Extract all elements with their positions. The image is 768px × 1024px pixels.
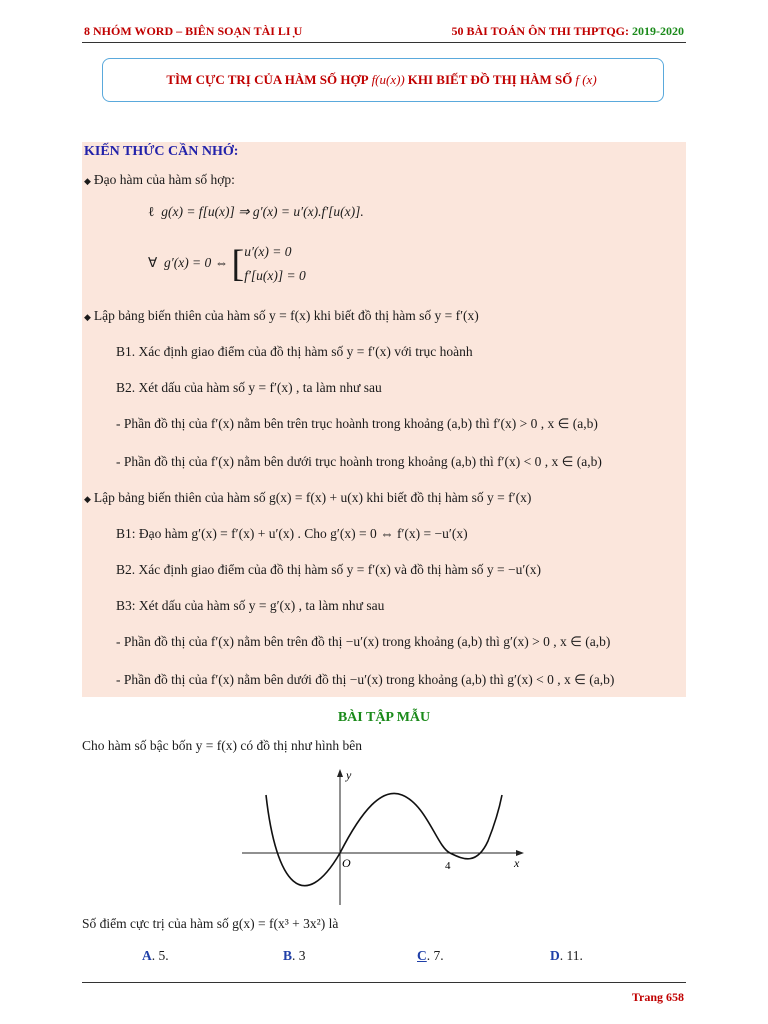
mark-l3: ∀	[148, 255, 158, 271]
knowledge-box	[82, 142, 686, 697]
knowledge-line-5: B1. Xác định giao điểm của đồ thị hàm số y = f′(x) với trục hoành	[116, 344, 473, 359]
equation-system	[244, 240, 306, 288]
answer-a[interactable]: A. 5.	[142, 948, 169, 963]
knowledge-line-11: B2. Xác định giao điểm của đồ thị hàm số y = f′(x) và đồ thị hàm số y = −u′(x)	[116, 562, 542, 577]
title-part1: TÌM CỰC TRỊ CỦA HÀM SỐ HỢP	[166, 72, 369, 87]
knowledge-l9-text: Lập bảng biến thiên của hàm số g(x) = f(x) + u(x) khi biết đồ thị hàm số y = f′(x)	[93, 490, 532, 505]
answer-c[interactable]: C. 7.	[417, 948, 444, 963]
quartic-curve	[266, 793, 502, 885]
knowledge-line-13: - Phần đồ thị của f′(x) nằm bên trên đồ thị −u′(x) trong khoảng (a,b) thì g′(x) > 0 , x ∈ (a,b)	[116, 634, 611, 649]
function-graph	[242, 765, 532, 905]
header-year: 2019-2020	[632, 24, 684, 38]
knowledge-line-9	[84, 490, 531, 506]
header-divider	[82, 42, 686, 43]
graph-label-origin: O	[342, 856, 351, 870]
knowledge-line-1	[84, 172, 235, 188]
bracket-icon: [	[231, 243, 245, 285]
knowledge-line-6: B2. Xét dấu của hàm số y = f′(x) , ta làm như sau	[116, 380, 382, 395]
answer-b-text: 3	[298, 948, 306, 963]
knowledge-line-7: - Phần đồ thị của f′(x) nằm bên trên trục hoành trong khoảng (a,b) thì f′(x) > 0 , x ∈ (a,b)	[116, 416, 598, 431]
page-number: Trang 658	[631, 990, 684, 1004]
answer-a-text: 5.	[158, 948, 169, 963]
answer-c-text: 7.	[433, 948, 444, 963]
diamond-bullet-icon: ◆	[84, 176, 91, 186]
answer-a-letter: A	[142, 948, 152, 963]
answer-b-letter: B	[283, 948, 293, 963]
knowledge-l4-text: Lập bảng biến thiên của hàm số y = f(x) khi biết đồ thị hàm số y = f′(x)	[93, 308, 479, 323]
answer-b[interactable]: B. 3	[283, 948, 306, 963]
exercise-heading: BÀI TẬP MẪU	[337, 710, 431, 725]
exercise-question: Số điểm cực trị của hàm số g(x) = f(x³ + 3x²) là	[82, 916, 339, 931]
knowledge-l2-text: g(x) = f[u(x)] ⇒ g′(x) = u′(x).f′[u(x)].	[161, 204, 364, 219]
exercise-intro: Cho hàm số bậc bốn y = f(x) có đồ thị như hình bên	[82, 738, 363, 753]
header-right-main: 50 BÀI TOÁN ÔN THI THPTQG:	[451, 24, 632, 38]
knowledge-line-8: - Phần đồ thị của f′(x) nằm bên dưới trục hoành trong khoảng (a,b) thì f′(x) < 0 , x ∈ (a,b)	[116, 454, 602, 469]
answer-c-letter: C	[417, 948, 427, 963]
knowledge-heading: KIẾN THỨC CẦN NHỚ:	[84, 144, 239, 159]
knowledge-line-14: - Phần đồ thị của f′(x) nằm bên dưới đồ thị −u′(x) trong khoảng (a,b) thì g′(x) < 0 , x ∈ (a,b)	[116, 672, 615, 687]
system-eq-2: f′[u(x)] = 0	[244, 268, 306, 283]
title-part2: KHI BIẾT ĐỒ THỊ HÀM SỐ	[407, 72, 573, 87]
title-expr1: f(u(x))	[371, 72, 405, 87]
diamond-bullet-icon: ◆	[84, 494, 91, 504]
mark-l2: ℓ	[148, 204, 155, 219]
answer-d[interactable]: D. 11.	[550, 948, 583, 963]
header-right	[452, 24, 685, 39]
footer-divider	[82, 982, 686, 983]
graph-label-x: x	[514, 856, 520, 870]
knowledge-line-2	[148, 204, 364, 220]
system-eq-1: u′(x) = 0	[244, 244, 292, 259]
knowledge-line-12: B3: Xét dấu của hàm số y = g′(x) , ta làm như sau	[116, 598, 385, 613]
header-left: 8 NHÓM WORD – BIÊN SOẠN TÀI LI ̣U	[84, 24, 303, 38]
title-expr2: f (x)	[575, 72, 597, 87]
answer-d-text: 11.	[566, 948, 583, 963]
knowledge-line-3	[148, 240, 306, 288]
knowledge-line-4	[84, 308, 479, 324]
knowledge-l1-text: Đạo hàm của hàm số hợp:	[93, 172, 235, 187]
graph-label-y: y	[346, 768, 352, 782]
knowledge-l3-lhs: g′(x) = 0 ⇔	[164, 255, 229, 271]
diamond-bullet-icon: ◆	[84, 312, 91, 322]
knowledge-line-10: B1: Đạo hàm g′(x) = f′(x) + u′(x) . Cho g′(x) = 0 ⇔ f′(x) = −u′(x)	[116, 526, 468, 541]
graph-label-four: 4	[445, 860, 451, 872]
page-title	[102, 58, 664, 102]
answer-d-letter: D	[550, 948, 560, 963]
y-axis-arrow-icon	[337, 769, 343, 777]
